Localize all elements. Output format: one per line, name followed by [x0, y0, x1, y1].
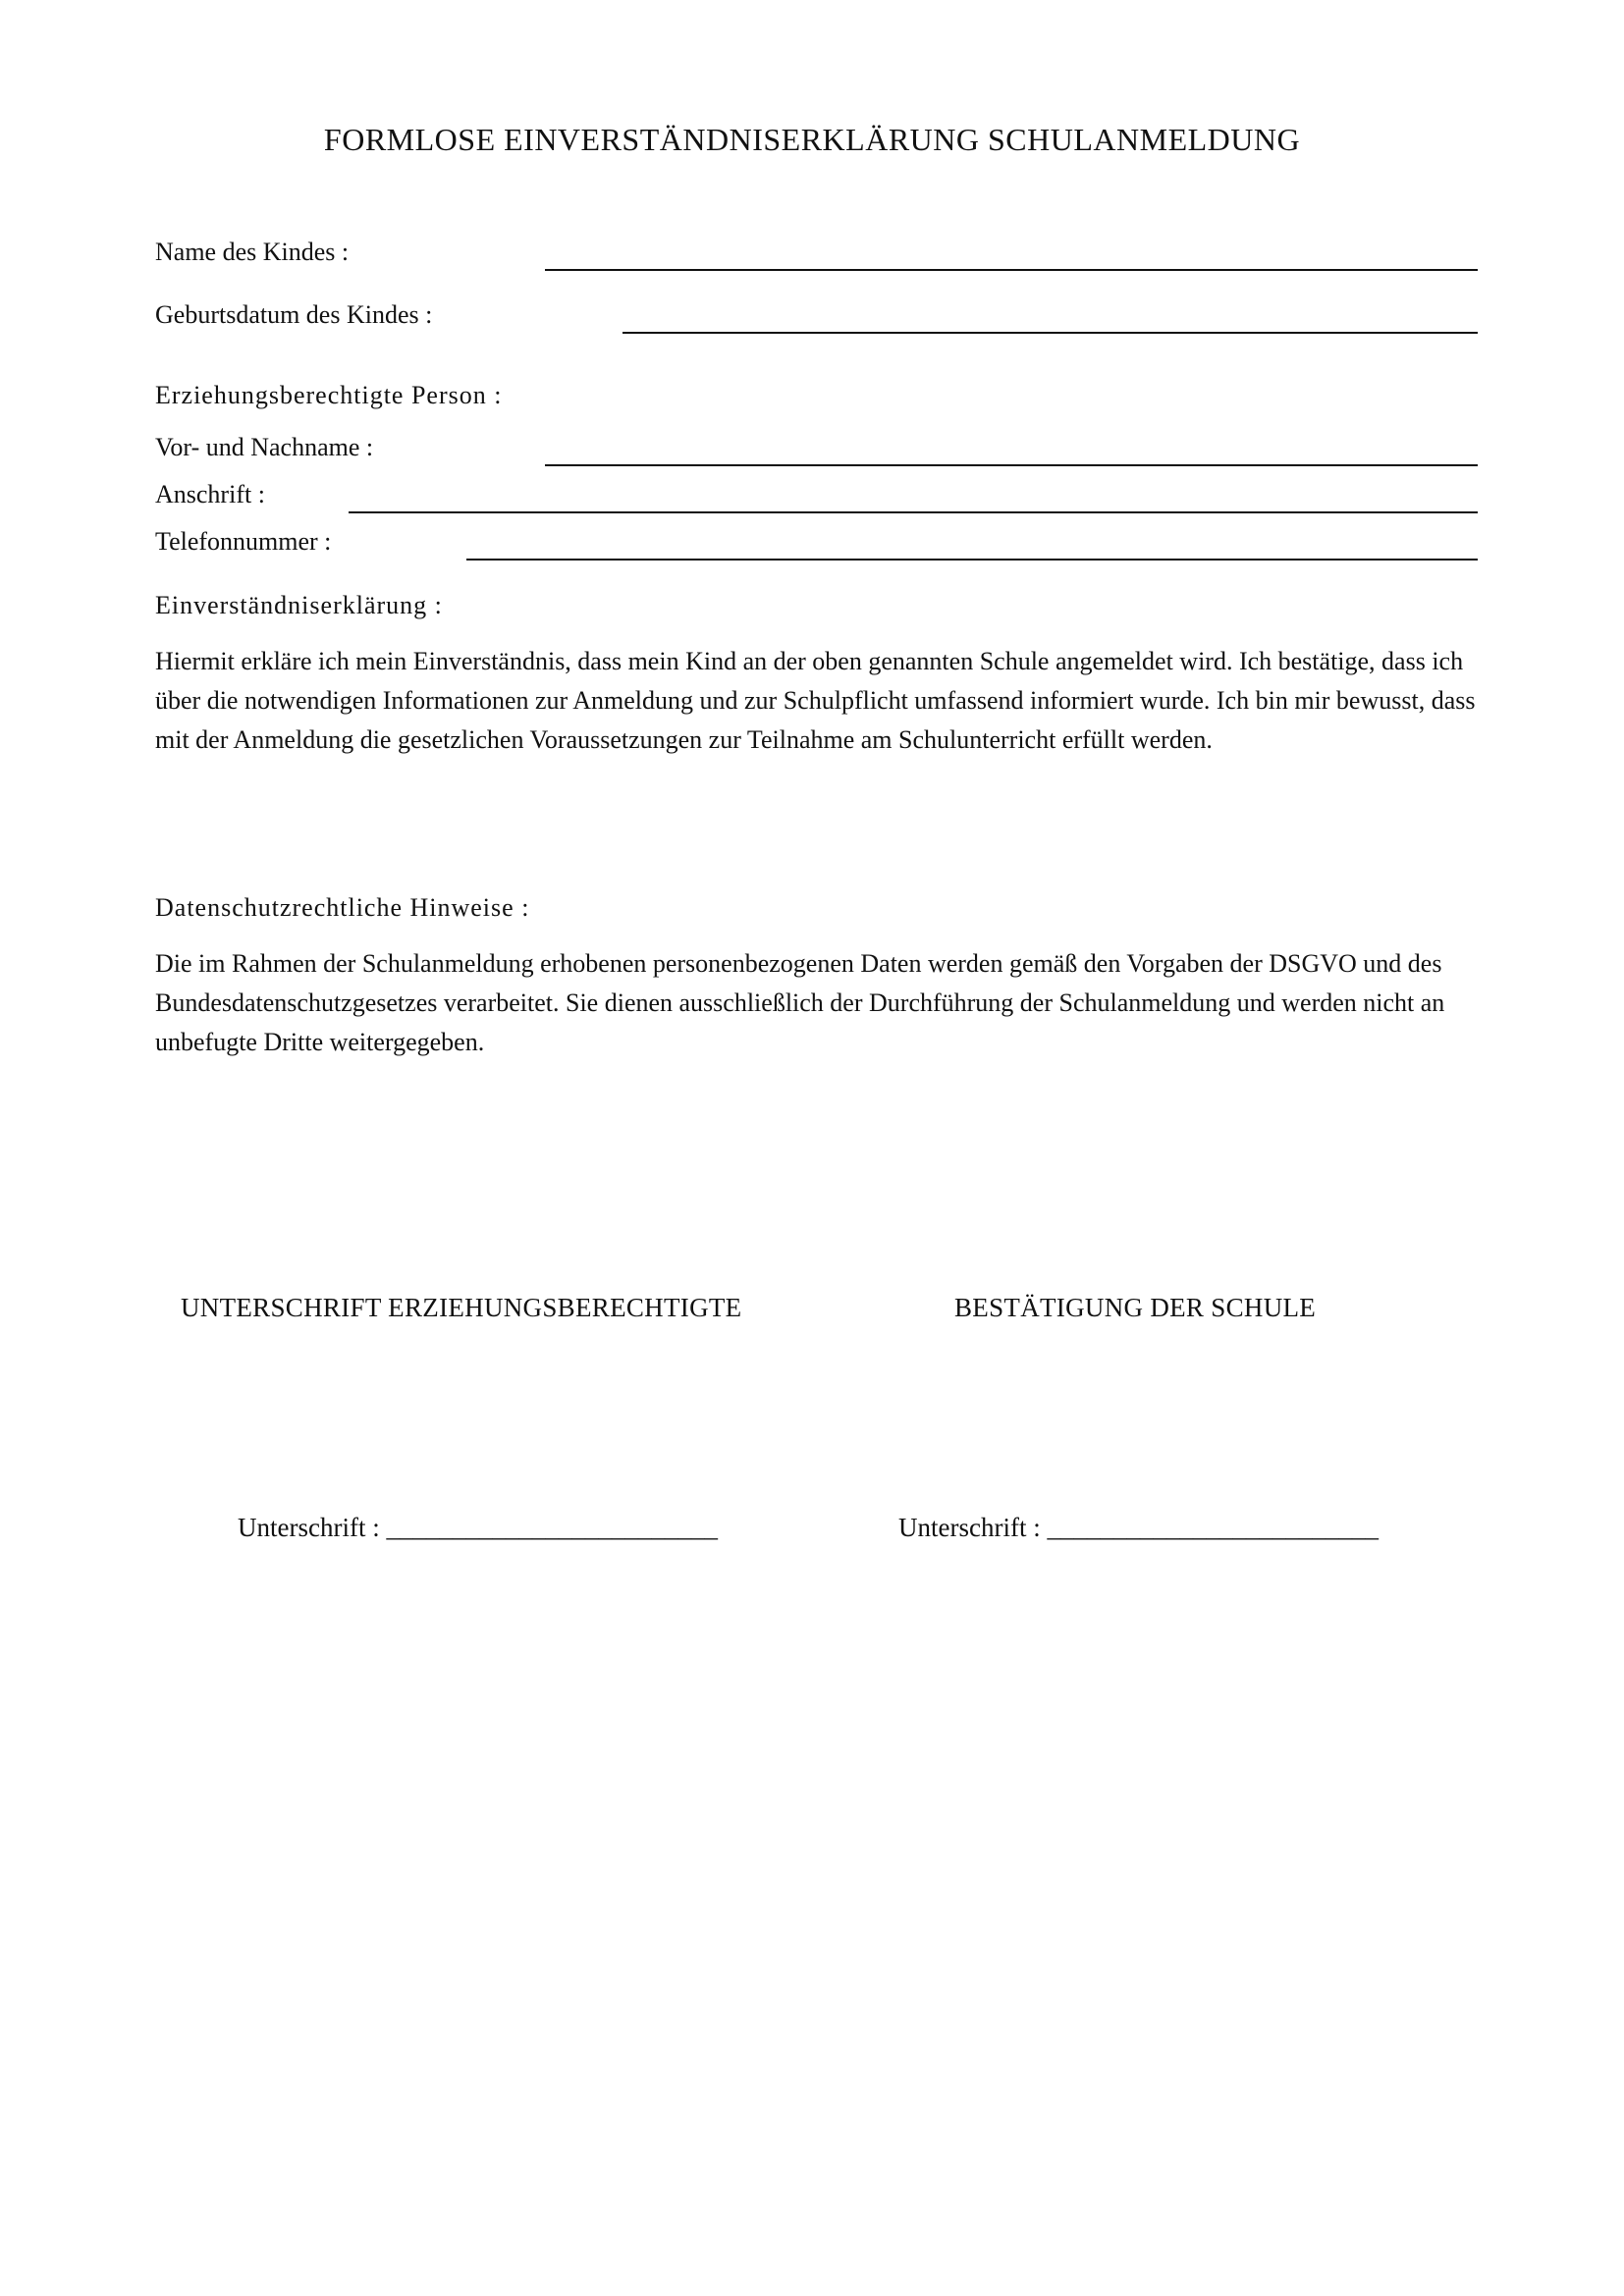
guardian-address-label: Anschrift :: [155, 480, 265, 508]
guardian-signature-heading: UNTERSCHRIFT ERZIEHUNGSBERECHTIGTE: [181, 1293, 742, 1322]
privacy-text: Die im Rahmen der Schulanmeldung erhobenen personenbezogenen Daten werden gemäß den Vorgaben der DSGVO und des Bundesdatenschutzgesetzes verarbeitet. Sie dienen ausschließlich der Durchführung der Schulanmeldung und werden nicht an unbefugte Dritte weitergegeben.: [155, 949, 1445, 1056]
guardian-fullname-field[interactable]: [545, 464, 1478, 466]
guardian-signature-field[interactable]: Unterschrift : _________________________: [238, 1513, 718, 1542]
child-birthdate-field[interactable]: [623, 332, 1478, 334]
school-confirmation-heading: BESTÄTIGUNG DER SCHULE: [954, 1293, 1317, 1322]
guardian-address-field[interactable]: [349, 511, 1478, 513]
child-birthdate-label: Geburtsdatum des Kindes :: [155, 300, 433, 329]
child-name-label: Name des Kindes :: [155, 238, 350, 266]
document-title: FORMLOSE EINVERSTÄNDNISERKLÄRUNG SCHULANMELDUNG: [323, 122, 1301, 157]
guardian-heading: Erziehungsberechtigte Person :: [155, 381, 503, 409]
guardian-phone-label: Telefonnummer :: [155, 527, 332, 556]
consent-heading: Einverständniserklärung :: [155, 591, 443, 619]
consent-text: Hiermit erkläre ich mein Einverständnis, dass mein Kind an der oben genannten Schule angemeldet wird. Ich bestätige, dass ich über die notwendigen Informationen zur Anmeldung und zur Schulpflicht umfassend informiert wurde. Ich bin mir bewusst, dass mit der Anmeldung die gesetzlichen Voraussetzungen zur Teilnahme am Schulunterricht erfüllt werden.: [155, 647, 1476, 754]
guardian-fullname-label: Vor- und Nachname :: [155, 433, 374, 461]
child-name-field[interactable]: [545, 269, 1478, 271]
school-signature-field[interactable]: Unterschrift : _________________________: [898, 1513, 1379, 1542]
guardian-phone-field[interactable]: [466, 559, 1478, 561]
privacy-heading: Datenschutzrechtliche Hinweise :: [155, 893, 530, 922]
